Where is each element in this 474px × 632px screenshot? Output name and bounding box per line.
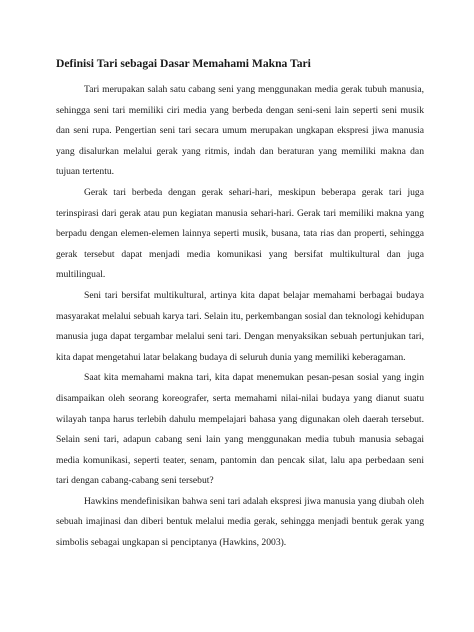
paragraph-4: Saat kita memahami makna tari, kita dapat menemukan pesan-pesan sosial yang ingin disampaikan oleh seorang koreografer, serta memahami nilai-nilai budaya yang dianut suatu wilayah tanpa harus terlebih dahulu mempelajari bahasa yang digunakan oleh daerah tersebut. Selain seni tari, adapun cabang seni lain yang menggunakan media tubuh manusia sebagai media komunikasi, seperti teater, senam, pantomin dan pencak silat, lalu apa perbedaan seni tari dengan cabang-cabang seni tersebut?	[56, 372, 424, 487]
paragraph-5: Hawkins mendefinisikan bahwa seni tari adalah ekspresi jiwa manusia yang diubah oleh sebuah imajinasi dan diberi bentuk melalui media gerak, sehingga menjadi bentuk gerak yang simbolis sebagai ungkapan si penciptanya (Hawkins, 2003).	[56, 495, 424, 549]
paragraph-3: Seni tari bersifat multikultural, artinya kita dapat belajar memahami berbagai budaya masyarakat melalui sebuah karya tari. Selain itu, perkembangan sosial dan teknologi kehidupan manusia juga dapat tergambar melalui seni tari. Dengan menyaksikan sebuah pertunjukan tari, kita dapat mengetahui latar belakang budaya di seluruh dunia yang memiliki keberagaman.	[56, 289, 424, 363]
document-title: Definisi Tari sebagai Dasar Memahami Makna Tari	[56, 57, 311, 70]
paragraph-2: Gerak tari berbeda dengan gerak sehari-hari, meskipun beberapa gerak tari juga terinspirasi dari gerak atau pun kegiatan manusia sehari-hari. Gerak tari memiliki makna yang berpadu dengan elemen-elemen lainnya seperti musik, busana, tata rias dan properti, sehingga gerak tersebut dapat menjadi media komunikasi yang bersifat multikultural dan juga multilingual.	[56, 186, 424, 281]
paragraph-1: Tari merupakan salah satu cabang seni yang menggunakan media gerak tubuh manusia, sehingga seni tari memiliki ciri media yang berbeda dengan seni-seni lain seperti seni musik dan seni rupa. Pengertian seni tari secara umum merupakan ungkapan ekspresi jiwa manusia yang disalurkan melalui gerak yang ritmis, indah dan beraturan yang memiliki makna dan tujuan tertentu.	[56, 84, 424, 178]
